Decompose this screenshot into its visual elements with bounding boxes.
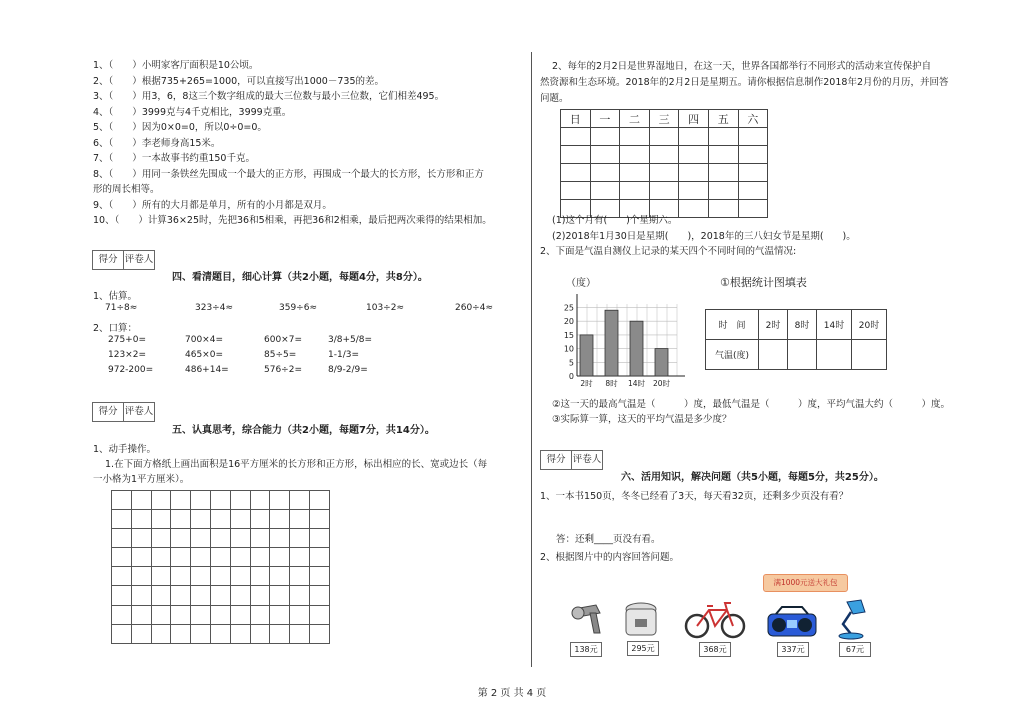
- book-question: 1、一本书150页，冬冬已经看了3天，每天看32页，还剩多少页没有看？: [540, 491, 849, 502]
- estimate-0: 71÷8≈: [105, 303, 138, 313]
- grid-cell: [230, 586, 250, 605]
- grid-cell: [270, 586, 290, 605]
- calendar-cell: [561, 182, 591, 200]
- grid-cell: [270, 491, 290, 510]
- grid-cell: [151, 605, 171, 624]
- calendar-cell: [708, 182, 738, 200]
- grid-cell: [131, 605, 151, 624]
- true-false-item-cont: 形的周长相等。: [93, 184, 160, 195]
- y-tick-label: 15: [563, 330, 574, 340]
- grid-cell: [309, 491, 329, 510]
- grid-cell: [171, 605, 191, 624]
- grid-cell: [230, 529, 250, 548]
- radio-icon: [766, 606, 818, 638]
- grid-cell: [230, 567, 250, 586]
- oral-calc-item: 600×7=: [264, 335, 302, 345]
- true-false-item: [93, 166, 484, 180]
- table-cell: [852, 340, 887, 370]
- oral-calc-item: 123×2=: [108, 350, 146, 360]
- oral-calc-item: 486+14=: [185, 365, 229, 375]
- grid-cell: [171, 491, 191, 510]
- grid-cell: [112, 624, 132, 643]
- tf-num: 5、: [93, 122, 109, 133]
- grid-cell: [171, 510, 191, 529]
- temp-question-b: ③实际算一算，这天的平均气温是多少度？: [552, 414, 732, 425]
- grid-cell: [210, 624, 230, 643]
- reviewer-label: 评卷人: [123, 251, 154, 269]
- grid-cell: [270, 624, 290, 643]
- book-answer: 答：还剩____页没有看。: [556, 534, 661, 545]
- price-tag-radio: 337元: [777, 642, 809, 657]
- grid-cell: [270, 529, 290, 548]
- calendar-header-cell: 五: [708, 110, 738, 128]
- section5-title: 五、认真思考，综合能力（共2小题，每题7分，共14分）。: [172, 425, 435, 436]
- grid-cell: [270, 605, 290, 624]
- y-tick-label: 10: [563, 344, 574, 354]
- tf-num: 3、: [93, 91, 109, 102]
- tf-paren: （ ）: [114, 215, 148, 226]
- score-box-6: [540, 450, 603, 470]
- grid-cell: [112, 491, 132, 510]
- tf-text: 用3，6，8这三个数字组成的最大三位数与最小三位数，它们相差495。: [141, 91, 445, 102]
- calendar-cell: [679, 146, 709, 164]
- grid-cell: [171, 567, 191, 586]
- tf-paren: （ ）: [108, 137, 142, 149]
- oral-calc-item: 3/8+5/8=: [328, 335, 373, 345]
- y-tick-label: 25: [563, 303, 574, 313]
- true-false-item: [93, 150, 255, 164]
- tf-text: 因为0×0=0，所以0÷0=0。: [141, 122, 267, 133]
- tf-text: 所有的大月都是单月，所有的小月都是双月。: [141, 199, 332, 211]
- calendar-cell: [590, 182, 620, 200]
- calendar-cell: [708, 146, 738, 164]
- square-grid-paper: [111, 490, 330, 644]
- price-tag-desk-lamp: 67元: [839, 642, 871, 657]
- calendar-cell: [679, 164, 709, 182]
- calendar-cell: [708, 128, 738, 146]
- grid-cell: [151, 548, 171, 567]
- grid-cell: [151, 491, 171, 510]
- grid-cell: [191, 624, 211, 643]
- calendar-header-cell: 二: [620, 110, 650, 128]
- grid-cell: [290, 605, 310, 624]
- tf-num: 8、: [93, 168, 109, 180]
- calendar-cell: [561, 128, 591, 146]
- grid-cell: [309, 586, 329, 605]
- calendar-cell: [620, 146, 650, 164]
- grid-cell: [309, 624, 329, 643]
- estimate-1: 323÷4≈: [195, 303, 233, 313]
- grid-cell: [210, 529, 230, 548]
- oral-calc-item: 465×0=: [185, 350, 223, 360]
- grid-cell: [210, 548, 230, 567]
- grid-cell: [290, 567, 310, 586]
- table-header-20h: 20时: [852, 310, 887, 340]
- temp-question-a: ②这一天的最高气温是（ ）度，最低气温是（ ）度，平均气温大约（ ）度。: [552, 399, 951, 410]
- grid-cell: [250, 548, 270, 567]
- grid-cell: [210, 567, 230, 586]
- bar-14时: [630, 321, 643, 376]
- x-tick-label: 20时: [652, 379, 671, 388]
- score-label: 得分: [98, 254, 118, 265]
- tf-num: 9、: [93, 199, 109, 211]
- grid-cell: [309, 510, 329, 529]
- calendar-cell: [590, 146, 620, 164]
- operation-label: 1、动手操作。: [93, 444, 157, 455]
- calendar-header-cell: 日: [561, 110, 591, 128]
- temperature-fill-table: [705, 309, 887, 370]
- temperature-bar-chart: [555, 292, 685, 392]
- tf-paren: （ ）: [108, 168, 142, 180]
- tf-paren: （ ）: [108, 60, 142, 71]
- oral-calc-item: 85÷5=: [264, 350, 297, 360]
- grid-cell: [191, 491, 211, 510]
- grid-cell: [250, 624, 270, 643]
- section6-title: 六、活用知识，解决问题（共5小题，每题5分，共25分）。: [621, 472, 884, 483]
- true-false-item: [93, 212, 492, 226]
- tf-num: 6、: [93, 137, 109, 149]
- chart-unit: （度）: [566, 278, 596, 289]
- calendar-cell: [708, 164, 738, 182]
- grid-cell: [210, 586, 230, 605]
- grid-cell: [270, 567, 290, 586]
- oral-calc-item: 275+0=: [108, 335, 146, 345]
- estimate-2: 359÷6≈: [279, 303, 317, 313]
- tf-paren: （ ）: [108, 153, 142, 164]
- grid-cell: [250, 510, 270, 529]
- calendar-cell: [738, 200, 768, 218]
- price-tag-hair-dryer: 138元: [570, 642, 602, 657]
- wetland-q-line3: 问题。: [540, 93, 569, 104]
- calendar-cell: [561, 146, 591, 164]
- calendar-table: [560, 109, 768, 218]
- score-label: 得分: [546, 454, 566, 465]
- true-false-item: [93, 104, 291, 118]
- calendar-cell: [649, 128, 679, 146]
- grid-cell: [250, 567, 270, 586]
- grid-cell: [230, 548, 250, 567]
- grid-cell: [290, 510, 310, 529]
- fill-table-title: ①根据统计图填表: [720, 276, 807, 289]
- calendar-cell: [620, 182, 650, 200]
- calendar-cell: [620, 164, 650, 182]
- price-tag-bicycle: 368元: [699, 642, 731, 657]
- calendar-cell: [738, 164, 768, 182]
- tf-paren: （ ）: [108, 122, 142, 133]
- grid-cell: [112, 510, 132, 529]
- grid-cell: [290, 586, 310, 605]
- oral-label: 2、口算：: [93, 323, 138, 334]
- oral-calc-item: 700×4=: [185, 335, 223, 345]
- operation-text: 1.在下面方格纸上画出面积是16平方厘米的长方形和正方形，标出相应的长、宽或边长（每: [105, 459, 488, 470]
- temperature-question: 2、下面是气温自测仪上记录的某天四个不同时间的气温情况:: [540, 246, 797, 257]
- table-header-time: 时 间: [706, 310, 759, 340]
- grid-cell: [270, 548, 290, 567]
- tf-text: 根据735+265=1000，可以直接写出1000－735的差。: [141, 75, 384, 87]
- grid-cell: [131, 567, 151, 586]
- calendar-q2: (2)2018年1月30日是星期( )，2018年的三八妇女节是星期( )。: [552, 231, 856, 242]
- estimate-label: 1、估算。: [93, 291, 138, 302]
- score-box-5: [92, 402, 155, 422]
- calendar-header-cell: 六: [738, 110, 768, 128]
- oral-calc-item: 972-200=: [108, 365, 154, 375]
- grid-cell: [230, 510, 250, 529]
- grid-cell: [112, 586, 132, 605]
- grid-cell: [131, 624, 151, 643]
- calendar-cell: [738, 182, 768, 200]
- calendar-cell: [590, 128, 620, 146]
- calendar-cell: [561, 164, 591, 182]
- grid-cell: [171, 586, 191, 605]
- calendar-cell: [708, 200, 738, 218]
- grid-cell: [171, 624, 191, 643]
- tf-num: 4、: [93, 106, 109, 118]
- grid-cell: [210, 605, 230, 624]
- grid-cell: [230, 624, 250, 643]
- picture-question: 2、根据图片中的内容回答问题。: [540, 552, 680, 563]
- grid-cell: [131, 491, 151, 510]
- calendar-cell: [679, 200, 709, 218]
- grid-cell: [191, 548, 211, 567]
- bar-20时: [655, 349, 668, 376]
- calendar-cell: [649, 146, 679, 164]
- x-tick-label: 8时: [605, 379, 618, 388]
- grid-cell: [230, 491, 250, 510]
- grid-cell: [171, 529, 191, 548]
- tf-paren: （ ）: [108, 106, 142, 118]
- oral-calc-item: 576÷2=: [264, 365, 302, 375]
- tf-paren: （ ）: [108, 199, 142, 211]
- bar-2时: [580, 335, 593, 376]
- promo-banner: 满1000元送大礼包: [763, 574, 848, 592]
- calendar-q1: (1)这个月有( )个星期六。: [552, 215, 678, 226]
- desk-lamp-icon: [833, 598, 869, 640]
- grid-cell: [309, 529, 329, 548]
- x-tick-label: 14时: [627, 379, 646, 388]
- table-row-label: 气温(度): [706, 340, 759, 370]
- oral-calc-item: 1-1/3=: [328, 350, 359, 360]
- tf-text: 一本故事书约重150千克。: [141, 153, 255, 164]
- rice-cooker-icon: [623, 601, 659, 639]
- true-false-item: [93, 135, 220, 149]
- tf-text: 计算36×25时，先把36和5相乘，再把36和2相乘，最后把两次乘得的结果相加。: [147, 215, 492, 226]
- column-divider: [531, 52, 532, 667]
- table-header-14h: 14时: [817, 310, 852, 340]
- y-tick-label: 20: [563, 317, 574, 327]
- table-header-2h: 2时: [759, 310, 788, 340]
- grid-cell: [131, 529, 151, 548]
- estimate-3: 103÷2≈: [366, 303, 404, 313]
- grid-cell: [151, 567, 171, 586]
- grid-cell: [210, 510, 230, 529]
- tf-num: 2、: [93, 75, 109, 87]
- grid-cell: [250, 605, 270, 624]
- tf-num: 10、: [93, 215, 115, 226]
- true-false-item: [93, 88, 444, 102]
- table-cell: [817, 340, 852, 370]
- bar-8时: [605, 310, 618, 376]
- grid-cell: [112, 548, 132, 567]
- page-footer: 第 2 页 共 4 页: [477, 688, 547, 699]
- calendar-cell: [679, 128, 709, 146]
- grid-cell: [309, 605, 329, 624]
- grid-cell: [250, 586, 270, 605]
- table-header-8h: 8时: [788, 310, 817, 340]
- grid-cell: [309, 567, 329, 586]
- bicycle-icon: [683, 598, 747, 640]
- grid-cell: [230, 605, 250, 624]
- grid-cell: [191, 586, 211, 605]
- tf-text: 李老师身高15米。: [141, 137, 221, 149]
- grid-cell: [250, 491, 270, 510]
- score-label: 得分: [98, 406, 118, 417]
- wetland-q-line2: 然资源和生态环境。2018年的2月2日是星期五。请你根据信息制作2018年2月份的月历，并回答: [540, 77, 949, 88]
- tf-text: 小明家客厅面积是10公顷。: [141, 60, 259, 71]
- grid-cell: [290, 624, 310, 643]
- score-box-4: [92, 250, 155, 270]
- true-false-item: [93, 197, 332, 211]
- price-tag-rice-cooker: 295元: [627, 641, 659, 656]
- grid-cell: [191, 605, 211, 624]
- x-tick-label: 2时: [580, 379, 593, 388]
- grid-cell: [151, 586, 171, 605]
- grid-cell: [112, 567, 132, 586]
- calendar-cell: [649, 164, 679, 182]
- grid-cell: [191, 567, 211, 586]
- calendar-cell: [738, 128, 768, 146]
- grid-cell: [112, 529, 132, 548]
- grid-cell: [131, 586, 151, 605]
- operation-text-cont: 一小格为1平方厘米）。: [93, 474, 190, 485]
- calendar-cell: [620, 128, 650, 146]
- y-tick-label: 0: [568, 372, 574, 381]
- grid-cell: [151, 510, 171, 529]
- true-false-item: [93, 73, 384, 87]
- calendar-header-cell: 四: [679, 110, 709, 128]
- tf-paren: （ ）: [108, 91, 142, 102]
- grid-cell: [270, 510, 290, 529]
- table-cell: [759, 340, 788, 370]
- tf-num: 1、: [93, 60, 109, 71]
- tf-text: 用同一条铁丝先围成一个最大的正方形，再围成一个最大的长方形，长方形和正方: [141, 168, 484, 180]
- tf-num: 7、: [93, 153, 109, 164]
- grid-cell: [290, 529, 310, 548]
- y-tick-label: 5: [568, 358, 574, 368]
- wetland-q-line1: 2、每年的2月2日是世界湿地日，在这一天，世界各国都举行不同形式的活动来宣传保护自: [552, 61, 932, 72]
- tf-paren: （ ）: [108, 75, 142, 87]
- grid-cell: [290, 548, 310, 567]
- true-false-item: [93, 57, 258, 71]
- oral-calc-item: 8/9-2/9=: [328, 365, 368, 375]
- grid-cell: [191, 510, 211, 529]
- grid-cell: [131, 510, 151, 529]
- estimate-4: 260÷4≈: [455, 303, 493, 313]
- section4-title: 四、看清题目，细心计算（共2小题，每题4分，共8分）。: [172, 272, 428, 283]
- grid-cell: [151, 624, 171, 643]
- grid-cell: [131, 548, 151, 567]
- table-cell: [788, 340, 817, 370]
- grid-cell: [151, 529, 171, 548]
- reviewer-label: 评卷人: [571, 451, 602, 469]
- calendar-cell: [590, 164, 620, 182]
- grid-cell: [250, 529, 270, 548]
- grid-cell: [210, 491, 230, 510]
- grid-cell: [309, 548, 329, 567]
- reviewer-label: 评卷人: [123, 403, 154, 421]
- calendar-cell: [679, 182, 709, 200]
- hair-dryer-icon: [570, 603, 610, 639]
- grid-cell: [191, 529, 211, 548]
- grid-cell: [171, 548, 191, 567]
- calendar-header-cell: 三: [649, 110, 679, 128]
- calendar-cell: [649, 182, 679, 200]
- calendar-header-cell: 一: [590, 110, 620, 128]
- true-false-item: [93, 119, 267, 133]
- tf-text: 3999克与4千克相比，3999克重。: [141, 106, 292, 118]
- grid-cell: [290, 491, 310, 510]
- calendar-cell: [738, 146, 768, 164]
- grid-cell: [112, 605, 132, 624]
